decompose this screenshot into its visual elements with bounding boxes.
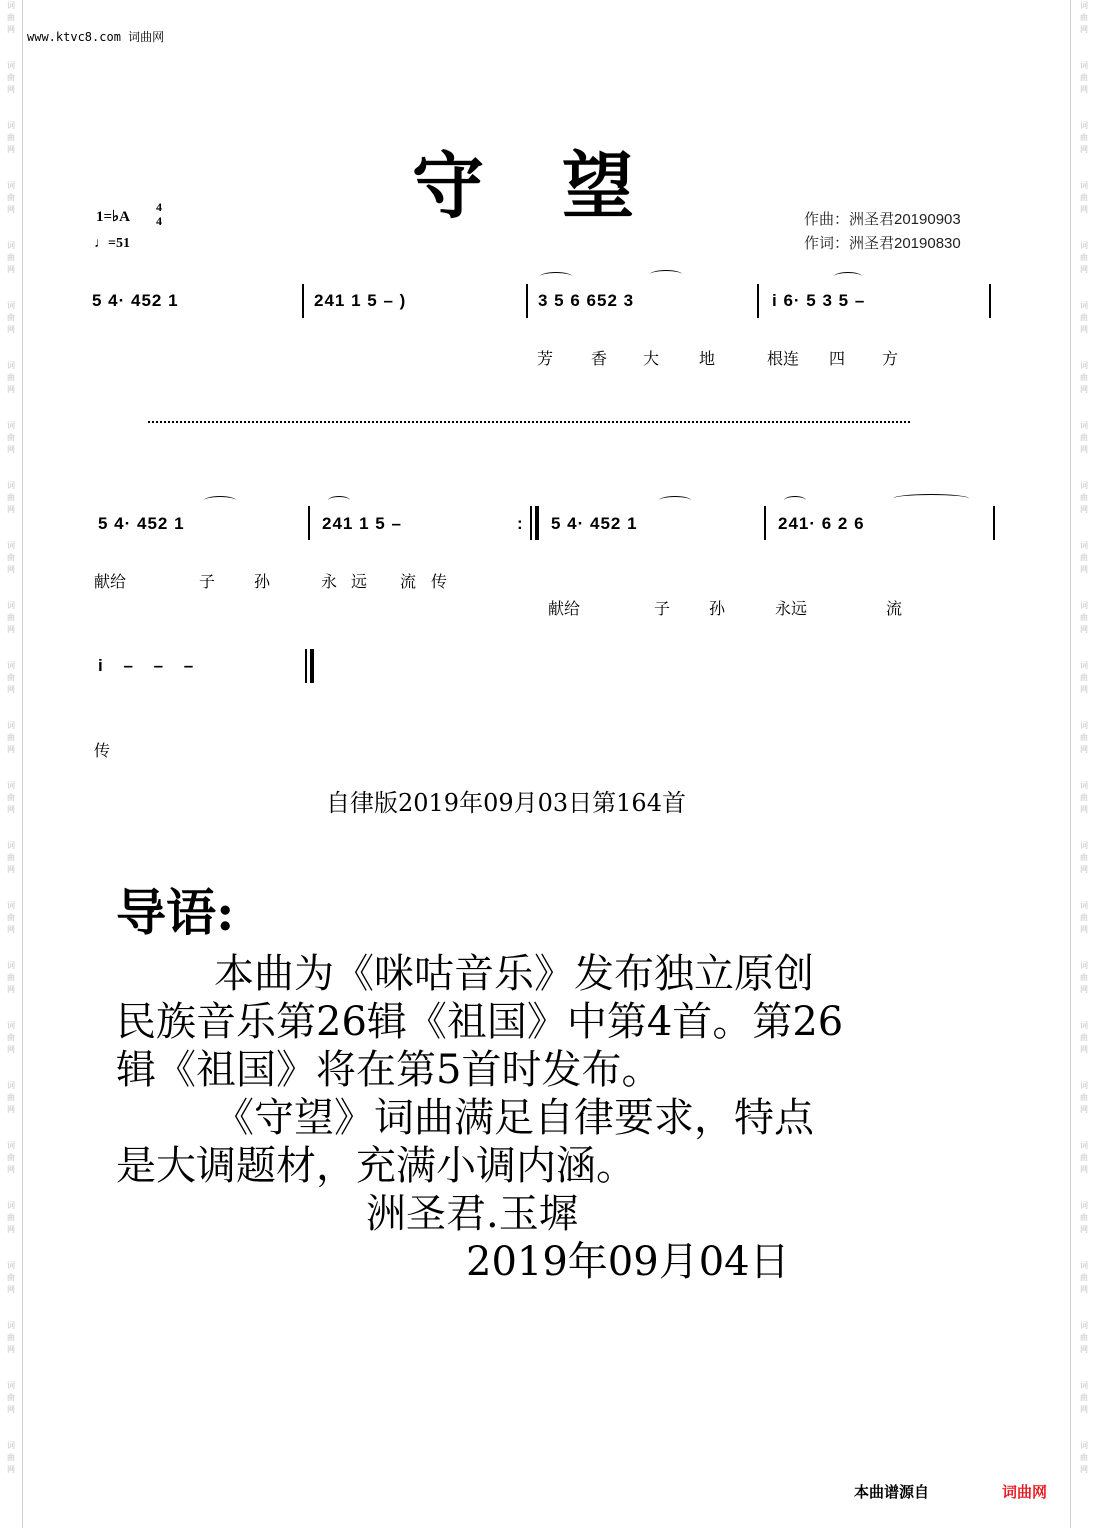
intro-signature: 洲圣君.玉墀	[366, 1191, 579, 1237]
watermark-glyph-group: 词 曲 网	[1080, 901, 1088, 934]
lyric: 远	[351, 572, 368, 591]
watermark-glyph-group: 词 曲 网	[1080, 841, 1088, 874]
watermark-glyph-group: 词 曲 网	[7, 601, 15, 634]
final-barline-thin	[305, 649, 307, 683]
measure-1-4: i 6· 5 3 5 –	[772, 291, 866, 310]
watermark-glyph-group: 词 曲 网	[7, 961, 15, 994]
watermark-glyph-group: 词 曲 网	[1080, 781, 1088, 814]
watermark-glyph-group: 词 曲 网	[1080, 1021, 1088, 1054]
tie	[893, 494, 969, 503]
watermark-glyph-group: 词 曲 网	[7, 721, 15, 754]
intro-heading: 导语:	[116, 883, 235, 942]
right-watermark-column	[1076, 0, 1092, 1500]
measure-2-4: 241· 6 2 6	[778, 514, 865, 533]
lyric: 孙	[709, 599, 726, 618]
lyric: 流	[886, 599, 903, 618]
watermark-glyph-group: 词 曲 网	[7, 421, 15, 454]
watermark-glyph-group: 词 曲 网	[1080, 1321, 1088, 1354]
left-margin-line	[22, 0, 23, 1528]
watermark-glyph-group: 词 曲 网	[7, 841, 15, 874]
watermark-glyph-group: 词 曲 网	[1080, 1, 1088, 34]
watermark-glyph-group: 词 曲 网	[1080, 1261, 1088, 1294]
right-margin-line	[1070, 0, 1071, 1528]
measure-3-1: i – – –	[98, 656, 202, 675]
slur	[540, 272, 572, 281]
lyric: 孙	[254, 572, 271, 591]
composer-credit: 作曲：洲圣君20190903	[804, 211, 961, 228]
watermark-glyph-group: 词 曲 网	[7, 1381, 15, 1414]
left-watermark-column	[3, 0, 19, 1500]
watermark-glyph-group: 词 曲 网	[1080, 121, 1088, 154]
lyric: 流	[400, 572, 417, 591]
lyric: 大	[643, 349, 660, 368]
watermark-glyph-group: 词 曲 网	[7, 781, 15, 814]
slur	[659, 496, 691, 505]
key-signature: 1=♭A	[96, 209, 130, 225]
measure-1-1: 5 4· 452 1	[92, 291, 179, 310]
watermark-glyph-group: 词 曲 网	[7, 1201, 15, 1234]
measure-2-3: 5 4· 452 1	[551, 514, 638, 533]
measure-1-3: 3 5 6 652 3	[538, 291, 635, 310]
intro-line: 《守望》词曲满足自律要求，特点	[214, 1095, 814, 1141]
watermark-glyph-group: 词 曲 网	[7, 301, 15, 334]
time-signature-bottom: 4	[156, 214, 162, 228]
lyric: 根连	[767, 349, 800, 368]
lyric: 永	[321, 572, 338, 591]
watermark-glyph-group: 词 曲 网	[1080, 181, 1088, 214]
watermark-glyph-group: 词 曲 网	[1080, 721, 1088, 754]
watermark-glyph-group: 词 曲 网	[7, 1321, 15, 1354]
intro-line: 民族音乐第26辑《祖国》中第4首。第26	[116, 999, 844, 1045]
lyric: 永远	[775, 599, 808, 618]
watermark-glyph-group: 词 曲 网	[7, 241, 15, 274]
watermark-glyph-group: 词 曲 网	[1080, 61, 1088, 94]
watermark-glyph-group: 词 曲 网	[1080, 961, 1088, 994]
time-signature	[156, 200, 162, 228]
slur	[650, 270, 682, 279]
lyric: 传	[94, 741, 111, 760]
lyric: 四	[829, 349, 846, 368]
watermark-glyph-group: 词 曲 网	[7, 1, 15, 34]
watermark-glyph-group: 词 曲 网	[7, 1441, 15, 1474]
watermark-glyph-group: 词 曲 网	[7, 541, 15, 574]
watermark-glyph-group: 词 曲 网	[1080, 1081, 1088, 1114]
watermark-glyph-group: 词 曲 网	[1080, 1201, 1088, 1234]
slur	[328, 496, 350, 505]
measure-2-2: 241 1 5 –	[322, 514, 402, 533]
measure-1-2: 241 1 5 – )	[314, 291, 407, 310]
intro-line: 是大调题材，充满小调内涵。	[116, 1143, 636, 1189]
watermark-glyph-group: 词 曲 网	[7, 181, 15, 214]
lyric: 芳	[537, 349, 554, 368]
watermark-glyph-group: 词 曲 网	[7, 1261, 15, 1294]
slur	[784, 496, 806, 505]
dotted-separator	[148, 421, 910, 423]
watermark-glyph-group: 词 曲 网	[7, 661, 15, 694]
version-line: 自律版2019年09月03日第164首	[326, 789, 686, 817]
intro-date: 2019年09月04日	[466, 1239, 790, 1285]
page-title: 守望	[412, 143, 713, 228]
barline	[757, 284, 759, 318]
watermark-glyph-group: 词 曲 网	[7, 1141, 15, 1174]
tempo-marking: ♩=51	[94, 236, 130, 251]
watermark-glyph-group: 词 曲 网	[1080, 1141, 1088, 1174]
watermark-glyph-group: 词 曲 网	[1080, 301, 1088, 334]
watermark-glyph-group: 词 曲 网	[1080, 481, 1088, 514]
lyric: 传	[431, 572, 448, 591]
time-signature-top: 4	[156, 200, 162, 214]
repeat-barline-thick	[535, 506, 539, 540]
lyric: 献给	[548, 599, 581, 618]
barline	[526, 284, 528, 318]
lyric: 子	[654, 599, 671, 618]
repeat-barline	[530, 506, 532, 540]
watermark-glyph-group: 词 曲 网	[1080, 541, 1088, 574]
watermark-glyph-group: 词 曲 网	[7, 121, 15, 154]
lyricist-credit: 作词：洲圣君20190830	[804, 235, 961, 252]
watermark-glyph-group: 词 曲 网	[7, 1021, 15, 1054]
barline	[764, 506, 766, 540]
final-barline-thick	[310, 649, 314, 683]
repeat-dots: :	[517, 514, 524, 533]
watermark-glyph-group: 词 曲 网	[7, 901, 15, 934]
watermark-glyph-group: 词 曲 网	[1080, 1441, 1088, 1474]
footer-label: 本曲谱源自	[854, 1484, 930, 1501]
barline	[302, 284, 304, 318]
barline	[993, 506, 995, 540]
lyric: 地	[699, 349, 716, 368]
measure-2-1: 5 4· 452 1	[98, 514, 185, 533]
slur	[834, 272, 862, 281]
intro-line: 辑《祖国》将在第5首时发布。	[116, 1047, 662, 1093]
lyric: 方	[882, 349, 899, 368]
source-url[interactable]: www.ktvc8.com 词曲网	[27, 30, 165, 44]
footer-brand-link[interactable]: 词曲网	[1002, 1484, 1048, 1501]
watermark-glyph-group: 词 曲 网	[1080, 661, 1088, 694]
watermark-glyph-group: 词 曲 网	[1080, 361, 1088, 394]
watermark-glyph-group: 词 曲 网	[1080, 421, 1088, 454]
lyric: 献给	[94, 572, 127, 591]
lyric: 子	[199, 572, 216, 591]
watermark-glyph-group: 词 曲 网	[1080, 1381, 1088, 1414]
watermark-glyph-group: 词 曲 网	[7, 61, 15, 94]
lyric: 香	[591, 349, 608, 368]
watermark-glyph-group: 词 曲 网	[7, 481, 15, 514]
barline	[989, 284, 991, 318]
watermark-glyph-group: 词 曲 网	[1080, 241, 1088, 274]
watermark-glyph-group: 词 曲 网	[7, 361, 15, 394]
slur	[204, 496, 236, 505]
watermark-glyph-group: 词 曲 网	[1080, 601, 1088, 634]
watermark-glyph-group: 词 曲 网	[7, 1081, 15, 1114]
intro-line: 本曲为《咪咕音乐》发布独立原创	[214, 951, 814, 997]
barline	[308, 506, 310, 540]
